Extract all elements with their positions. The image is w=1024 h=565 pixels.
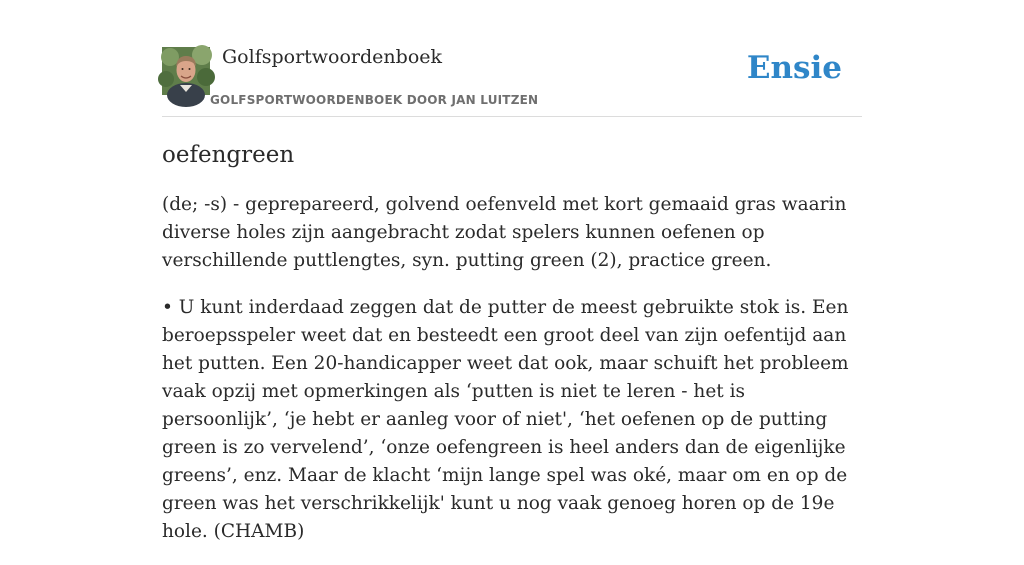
- entry-content: [162, 137, 862, 565]
- entry-definition: (de; -s) - geprepareerd, golvend oefenveld met kort gemaaid gras waarin diverse holes zijn aangebracht zodat spelers kunnen oefenen op verschillende puttlengtes, syn. putting green (2), practice green.: [162, 194, 847, 271]
- site-name[interactable]: Golfsportwoordenboek: [222, 46, 443, 68]
- author-photo: [162, 47, 210, 95]
- entry-quote: • U kunt inderdaad zeggen dat de putter de meest gebruikte stok is. Een beroepsspeler weet dat en besteedt een groot deel van zijn oefentijd aan het putten. Een 20-handicapper weet dat ook, maar schuift het probleem vaak opzij met opmerkingen als ‘putten is niet te leren - het is persoonlijk’, ‘je hebt er aanleg voor of niet', ‘het oefenen op de putting green is zo vervelend’, ‘onze oefengreen is heel anders dan de eigenlijke greens’, enz. Maar de klacht ‘mijn lange spel was oké, maar om en op de green was het verschrikkelijk' kunt u nog vaak genoeg horen op de 19e hole. (CHAMB): [162, 297, 849, 542]
- site-header: [162, 44, 862, 117]
- site-subtitle[interactable]: GOLFSPORTWOORDENBOEK DOOR JAN LUITZEN: [210, 93, 539, 107]
- entry-term: oefengreen: [162, 142, 295, 168]
- ensie-logo-link[interactable]: Ensie: [746, 50, 842, 86]
- author-avatar[interactable]: [162, 47, 210, 95]
